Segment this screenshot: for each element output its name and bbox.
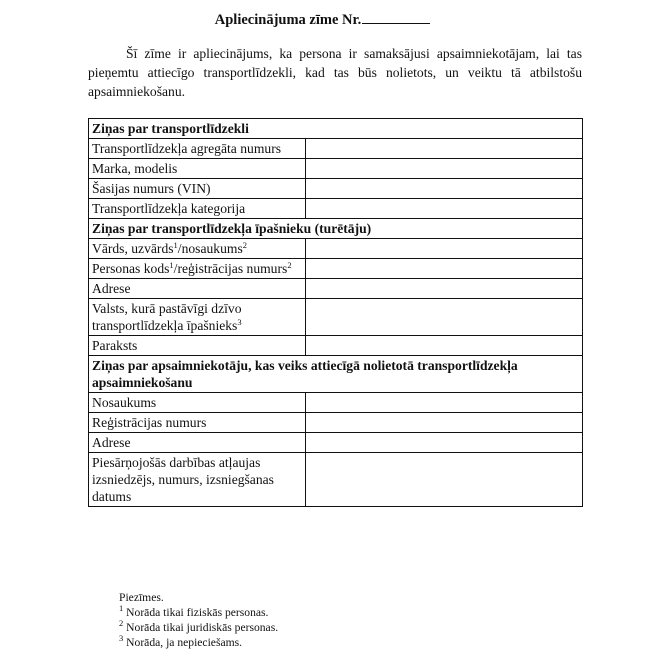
label-text: Personas kods — [92, 261, 170, 276]
intro-paragraph: Šī zīme ir apliecinājums, ka persona ir samaksājusi apsaimniekotājam, lai tas pieņemtu attiecīgo transportlīdzekli, kad tas būs nolietots, un veiktu tā atbilstošu apsaimniekošanu. — [88, 46, 582, 99]
field-value-engine-number[interactable] — [306, 139, 583, 159]
footnote-ref: 1 — [169, 260, 174, 270]
field-value-operator-reg-number[interactable] — [306, 413, 583, 433]
table-row — [89, 279, 583, 299]
footnote-item — [119, 620, 278, 635]
field-value-category[interactable] — [306, 199, 583, 219]
table-row — [89, 413, 583, 433]
footnotes — [119, 590, 278, 650]
table-row — [89, 259, 583, 279]
field-value-owner-id[interactable] — [306, 259, 583, 279]
section-title-vehicle: Ziņas par transportlīdzekli — [89, 119, 583, 139]
field-label: Šasijas numurs (VIN) — [89, 179, 306, 199]
footnotes-heading: Piezīmes. — [119, 591, 164, 604]
footnote-item — [119, 635, 278, 650]
field-value-owner-name[interactable] — [306, 239, 583, 259]
field-label: Marka, modelis — [89, 159, 306, 179]
field-label: Adrese — [89, 279, 306, 299]
field-label: Adrese — [89, 433, 306, 453]
field-label — [89, 299, 306, 336]
footnote-text: Norāda, ja nepieciešams. — [123, 636, 243, 649]
label-text: Vārds, uzvārds — [92, 241, 174, 256]
document-title-text: Apliecinājuma zīme Nr. — [214, 12, 362, 28]
field-label: Nosaukums — [89, 393, 306, 413]
footnote-item — [119, 605, 278, 620]
field-value-owner-country[interactable] — [306, 299, 583, 336]
field-value-operator-address[interactable] — [306, 433, 583, 453]
certificate-form-table — [88, 118, 583, 507]
field-label: Paraksts — [89, 336, 306, 356]
field-value-operator-name[interactable] — [306, 393, 583, 413]
field-label: Reģistrācijas numurs — [89, 413, 306, 433]
table-row — [89, 239, 583, 259]
section-header-vehicle — [89, 119, 583, 139]
section-title-owner: Ziņas par transportlīdzekļa īpašnieku (turētāju) — [89, 219, 583, 239]
footnote-ref: 2 — [287, 260, 292, 270]
footnote-ref: 2 — [242, 240, 247, 250]
section-header-owner — [89, 219, 583, 239]
table-row — [89, 453, 583, 507]
field-label: Transportlīdzekļa agregāta numurs — [89, 139, 306, 159]
field-label: Transportlīdzekļa kategorija — [89, 199, 306, 219]
field-value-owner-address[interactable] — [306, 279, 583, 299]
footnote-number: 2 — [119, 618, 124, 628]
table-row — [89, 433, 583, 453]
table-row — [89, 199, 583, 219]
certificate-number-blank[interactable] — [362, 11, 430, 24]
footnote-ref: 3 — [237, 317, 242, 327]
section-title-operator: Ziņas par apsaimniekotāju, kas veiks attiecīgā nolietotā transportlīdzekļa apsaimniekošanu — [89, 356, 583, 393]
footnote-number: 1 — [119, 603, 124, 613]
field-value-signature[interactable] — [306, 336, 583, 356]
field-label — [89, 259, 306, 279]
footnote-ref: 1 — [173, 240, 178, 250]
table-row — [89, 299, 583, 336]
label-text: /reģistrācijas numurs — [173, 261, 288, 276]
field-label — [89, 239, 306, 259]
footnote-number: 3 — [119, 633, 124, 643]
label-text: Valsts, kurā pastāvīgi dzīvo transportlīdzekļa īpašnieks — [92, 301, 242, 333]
footnote-text: Norāda tikai juridiskās personas. — [123, 621, 279, 634]
footnote-text: Norāda tikai fiziskās personas. — [123, 606, 269, 619]
table-row — [89, 336, 583, 356]
document-title — [0, 11, 645, 29]
table-row — [89, 159, 583, 179]
field-value-make-model[interactable] — [306, 159, 583, 179]
field-value-permit[interactable] — [306, 453, 583, 507]
label-text: /nosaukums — [177, 241, 243, 256]
field-value-vin[interactable] — [306, 179, 583, 199]
table-row — [89, 179, 583, 199]
table-row — [89, 393, 583, 413]
table-row — [89, 139, 583, 159]
field-label: Piesārņojošās darbības atļaujas izsniedzējs, numurs, izsniegšanas datums — [89, 453, 306, 507]
section-header-operator — [89, 356, 583, 393]
